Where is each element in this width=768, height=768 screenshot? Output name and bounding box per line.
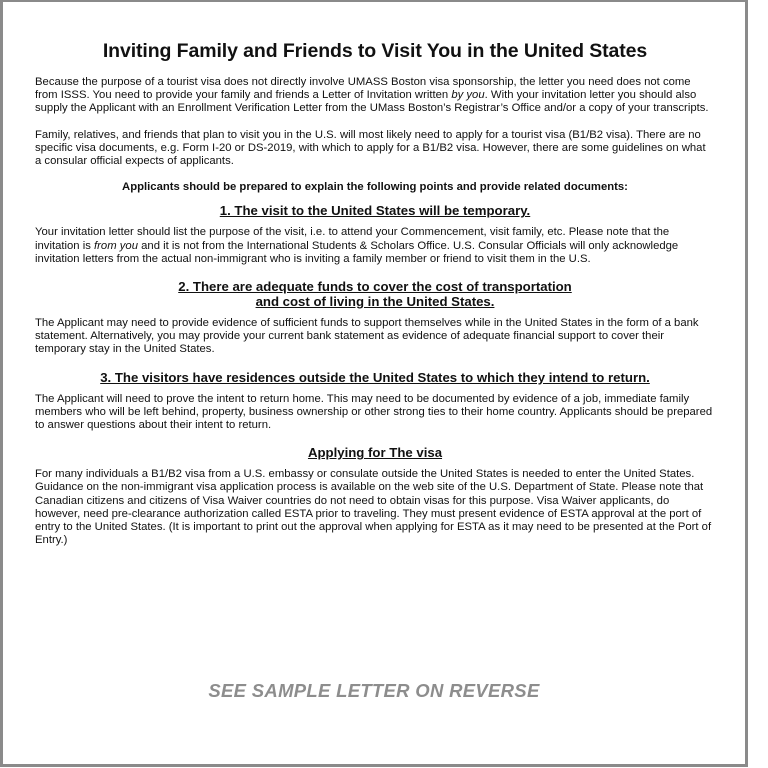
heading-line: Applying for The visa [307,445,443,461]
section-heading-applying [35,445,715,460]
heading-line: 3. The visitors have residences outside the United States to which they intend to return. [100,369,650,385]
text-run: Because the purpose of a tourist visa does not directly involve UMASS Boston visa sponsorship, the letter you need does not come from ISSS. You need to provide your family and friends a Letter of Invitation written [35,76,691,102]
section-paragraph-applying: For many individuals a B1/B2 visa from a U.S. embassy or consulate outside the United States is needed to enter the United States. Guidance on the non-immigrant visa application process is available on the web site of the U.S. Department of State. Please note that Canadian citizens and citizens of Visa Waiver countries do not need to obtain visas for this purpose. Visa Waiver applicants, do however, need pre-clearance authorization called ESTA prior to traveling. They must present evidence of ESTA approval at the port of entry to the United States. (It is important to print out the approval when applying for ESTA as it may need to be presented at the Port of Entry.) [35,468,712,547]
heading-line: 1. The visit to the United States will be temporary. [219,203,531,219]
section-paragraph-temporary-visit [35,226,715,266]
heading-line: 2. There are adequate funds to cover the cost of transportation [178,279,572,295]
section-paragraph-residences: The Applicant will need to prove the intent to return home. This may need to be documented by evidence of a job, immediate family members who will be left behind, property, business ownership or other strong ties to their home country. Applicants should be prepared to answer questions about their intent to return. [35,392,713,432]
document-body [35,40,715,560]
text-run: and it is not from the International Students & Scholars Office. U.S. Consular Officials will only acknowledge invitation letters from the actual non-immigrant who is inviting a family member or friend to visit them in the U.S. [35,239,679,265]
emphasis-text: from you [94,239,138,252]
intro-paragraph-1 [35,76,715,116]
section-heading-residences [35,370,715,385]
section-heading-adequate-funds [35,279,715,309]
text-run: . With your invitation letter you should also supply the Applicant with an Enrollment Verification Letter from the UMass Boston’s Registrar’s Office and/or a copy of your transcripts. [35,89,709,115]
heading-line: and cost of living in the United States. [255,294,495,310]
lede-statement: Applicants should be prepared to explain the following points and provide related documents: [122,181,628,194]
intro-paragraph-2: Family, relatives, and friends that plan to visit you in the U.S. will most likely need to apply for a tourist visa (B1/B2 visa). There are no specific visa documents, e.g. Form I-20 or DS-2019, with which to apply for a B1/B2 visa. However, there are some guidelines on what a consular official expects of applicants. [35,128,706,168]
sample-letter-note: SEE SAMPLE LETTER ON REVERSE [208,680,540,701]
emphasis-text: by you [451,89,485,102]
section-heading-temporary-visit [35,203,715,218]
section-paragraph-adequate-funds: The Applicant may need to provide evidence of sufficient funds to support themselves while in the United States in the form of a bank statement. Alternatively, you may provide your current bank statement as evidence of adequate financial support to cover their temporary stay in the United States. [35,317,699,356]
document-title: Inviting Family and Friends to Visit You in the United States [102,40,648,62]
text-run: Your invitation letter should list the purpose of the visit, i.e. to attend your Commencement, visit family, etc. Please note that the invitation is [35,226,670,252]
